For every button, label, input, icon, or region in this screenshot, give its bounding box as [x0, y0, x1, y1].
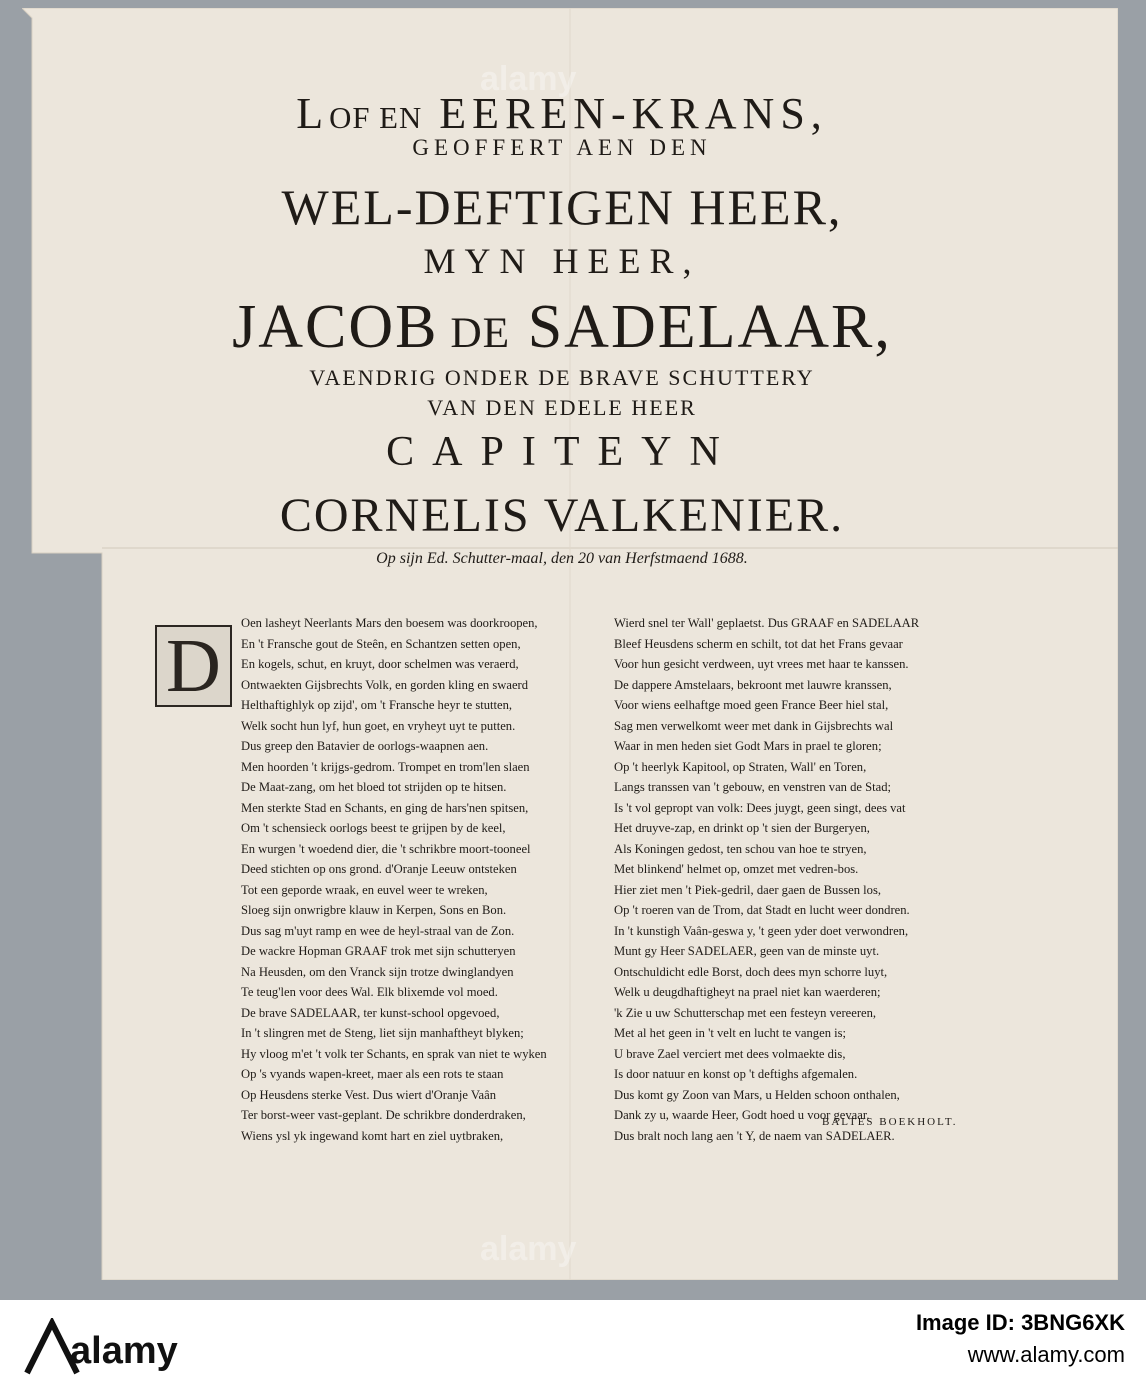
poem-line: Helthaftighlyk op zijd', om 't Fransche heyr te stutten,	[241, 698, 513, 712]
title-word-en-rest: N	[398, 101, 423, 135]
poem-line: Het druyve-zap, en drinkt op 't sien der Burgeryen,	[614, 821, 870, 835]
poem-line: En 't Fransche gout de Steên, en Schantzen setten open,	[241, 636, 521, 651]
poem-line: Ontschuldicht edle Borst, doch dees myn schorre luyt,	[614, 964, 888, 979]
title-name-de: DE	[438, 309, 511, 357]
poem-line: En wurgen 't woedend dier, die 't schrikbre moort-tooneel	[241, 841, 531, 856]
poem-line: Tot een geporde wraak, en euvel weer te wreken,	[241, 882, 488, 897]
poem-line: In 't slingren met de Steng, liet sijn manhaftheyt blyken;	[241, 1026, 524, 1040]
poem-line: Deed stichten op ons grond. d'Oranje Leeuw ontsteken	[241, 862, 517, 876]
poem-line: Sloeg sijn onwrigbre klauw in Kerpen, Sons en Bon.	[241, 903, 507, 917]
stock-image-id: Image ID: 3BNG6XK	[915, 1310, 1125, 1335]
poem-line: Welk u deugdhaftigheyt na prael niet kan waerderen;	[614, 985, 881, 999]
signature: BALTES BOEKHOLT.	[822, 1116, 958, 1128]
poem-line: Om 't schensieck oorlogs beest te grijpen by de keel,	[241, 821, 506, 835]
poem-right-column	[614, 613, 1004, 1146]
poem-line: Oen lasheyt Neerlants Mars den boesem was doorkroopen,	[241, 616, 538, 630]
poem-left-column	[241, 613, 626, 1146]
title-word-eeren-e: E	[422, 89, 473, 138]
title-line-3: WEL-DEFTIGEN HEER,	[281, 179, 843, 235]
title-word-en-e: E	[370, 101, 399, 135]
poem-line: De Maat-zang, om het bloed tot strijden op te hitsen.	[241, 780, 507, 794]
title-line-9: CORNELIS VALKENIER.	[279, 489, 845, 542]
title-line-8: CAPITEYN	[386, 429, 738, 475]
date-line: Op sijn Ed. Schutter-maal, den 20 van Herfstmaend 1688.	[376, 550, 748, 567]
poem-line: Dus greep den Batavier de oorlogs-waapnen aen.	[241, 739, 489, 753]
title-word-eeren-rest: EREN-KRANS,	[472, 89, 828, 138]
poem-line: De wackre Hopman GRAAF trok met sijn schutteryen	[241, 944, 516, 958]
poem-line: Op 's vyands wapen-kreet, maer als een rots te staan	[241, 1067, 504, 1081]
title-word-lof-rest: OF	[329, 101, 371, 135]
poem-line: Sag men verwelkomt weer met dank in Gijsbrechts wal	[614, 718, 894, 733]
poem-line: Ter borst-weer vast-geplant. De schrikbre donderdraken,	[241, 1108, 526, 1122]
poem-line: Met al het geen in 't velt en lucht te vangen is;	[614, 1026, 847, 1040]
poem-line: Bleef Heusdens scherm en schilt, tot dat het Frans gevaar	[614, 636, 903, 651]
watermark-bottom: alamy	[480, 1230, 577, 1268]
poem-line: Na Heusden, om den Vranck sijn trotze dwinglandyen	[241, 964, 514, 979]
poem-line: Dus bralt noch lang aen 't Y, de naem van SADELAER.	[614, 1128, 895, 1143]
poem-line: Op 't heerlyk Kapitool, op Straten, Wall' en Toren,	[614, 759, 867, 774]
poem-line: Wierd snel ter Wall' geplaetst. Dus GRAAF en SADELAAR	[614, 616, 920, 630]
poem-line: Is 't vol gepropt van volk: Dees juygt, geen singt, dees vat	[614, 800, 906, 815]
poem-line: Voor hun gesicht verdween, uyt vrees met haar te kanssen.	[614, 657, 909, 671]
poem-line: De dappere Amstelaars, bekroont met lauwre kranssen,	[614, 677, 892, 692]
poem-line: Munt gy Heer SADELAER, geen van de minste uyt.	[614, 944, 880, 958]
poem-line: Dank zy u, waarde Heer, Godt hoed u voor gevaar.	[614, 1108, 870, 1122]
poem-line: En kogels, schut, en kruyt, door schelmen was veraerd,	[241, 657, 519, 671]
poem-line: Voor wiens eelhaftge moed geen France Beer hiel stal,	[614, 698, 889, 712]
poem-line: In 't kunstigh Vaân-geswa y, 't geen yder doet verwondren,	[614, 923, 909, 938]
poem-line: Welk socht hun lyf, hun goet, en vryheyt uyt te putten.	[241, 718, 516, 733]
title-line-2: GEOFFERT AEN DEN	[412, 135, 712, 160]
watermark-top: alamy	[480, 60, 577, 98]
poem-line: Is door natuur en konst op 't deftighs afgemalen.	[614, 1067, 858, 1081]
poem-line: Waar in men heden siet Godt Mars in prael te gloren;	[614, 739, 882, 753]
title-line-4: MYN HEER,	[423, 241, 701, 281]
poem-line: De brave SADELAAR, ter kunst-school opgevoed,	[241, 1005, 500, 1020]
poem-line: Wiens ysl yk ingewand komt hart en ziel uytbraken,	[241, 1128, 504, 1143]
poem-line: Op Heusdens sterke Vest. Dus wiert d'Oranje Vaân	[241, 1087, 497, 1102]
poem-line: Als Koningen gedost, ten schou van hoe te stryen,	[614, 841, 867, 856]
poem-line: Hier ziet men 't Piek-gedril, daer gaen de Bussen los,	[614, 882, 882, 897]
decorated-initial	[155, 625, 232, 707]
poem-line: Hy vloog m'et 't volk ter Schants, en sprak van niet te wyken	[241, 1046, 547, 1061]
title-word-lof-l: L	[296, 89, 330, 138]
title-line-5	[102, 292, 1022, 363]
poem-line: Dus komt gy Zoon van Mars, u Helden schoon onthalen,	[614, 1087, 900, 1102]
initial-letter: D	[166, 624, 221, 708]
poem-line: Men hoorden 't krijgs-gedrom. Trompet en trom'len slaen	[241, 759, 530, 774]
poem-line: Ontwaekten Gijsbrechts Volk, en gorden kling en swaerd	[241, 677, 529, 692]
stock-logo: alamy	[70, 1330, 178, 1372]
poem-line: Langs transsen van 't gebouw, en venstren van de Stad;	[614, 780, 892, 794]
stock-url: www.alamy.com	[967, 1342, 1125, 1367]
poem-line: Met blinkend' helmet op, omzet met vedren-bos.	[614, 862, 859, 876]
poem-line: Te teug'len voor dees Wal. Elk blixemde vol moed.	[241, 985, 498, 999]
title-name-jacob: JACOB	[232, 293, 439, 361]
title-line-7: VAN DEN EDELE HEER	[427, 395, 697, 420]
title-line-6: VAENDRIG ONDER DE BRAVE SCHUTTERY	[309, 365, 815, 390]
poem-line: Op 't roeren van de Trom, dat Stadt en lucht weer dondren.	[614, 903, 910, 917]
title-name-sadelaar: SADELAAR,	[510, 293, 892, 361]
poem-line: Men sterkte Stad en Schants, en ging de hars'nen spitsen,	[241, 800, 529, 815]
poem-line: 'k Zie u uw Schutterschap met een festeyn vereeren,	[614, 1005, 877, 1020]
poem-line: Dus sag m'uyt ramp en wee de heyl-straal van de Zon.	[241, 923, 515, 938]
poem-line: U brave Zael verciert met dees volmaekte dis,	[614, 1046, 846, 1061]
stock-info	[770, 1310, 1125, 1368]
